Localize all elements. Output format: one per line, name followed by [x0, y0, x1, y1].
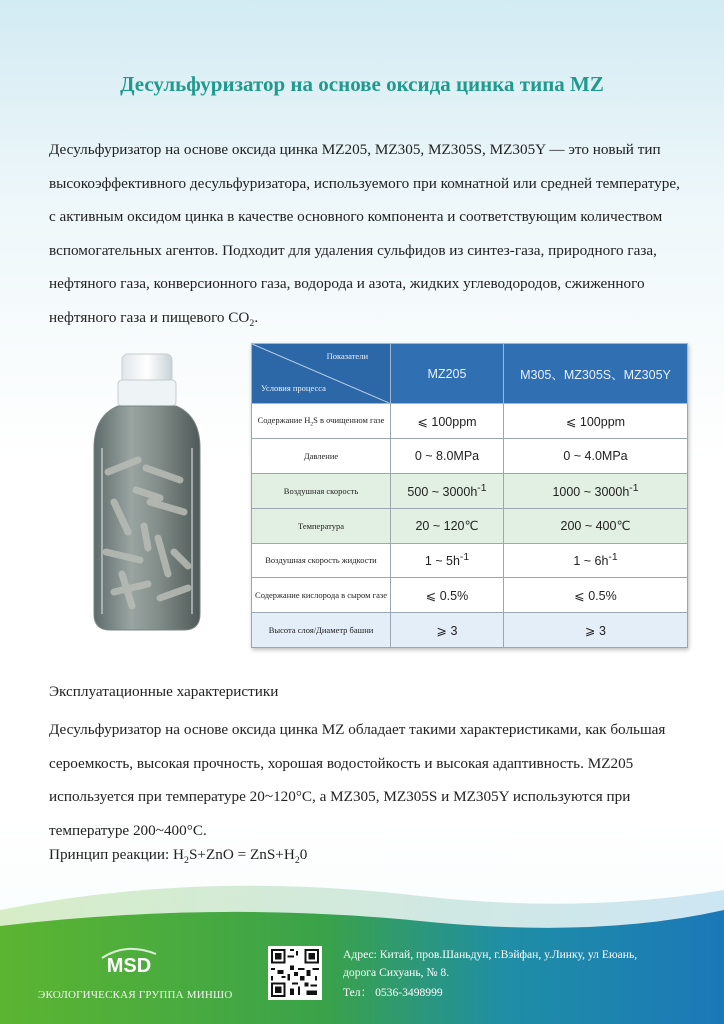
footer — [0, 870, 724, 1024]
row-value: ⩽ 100ppm — [504, 404, 688, 439]
header-diagonal-cell — [252, 344, 391, 404]
msd-logo — [96, 944, 162, 978]
row-label: Температура — [252, 508, 391, 543]
header-mz305: M305、MZ305S、MZ305Y — [504, 344, 688, 404]
telephone: Тел： 0536-3498999 — [343, 986, 443, 999]
table-row — [252, 404, 688, 439]
spec-table — [251, 343, 688, 648]
qr-code[interactable] — [268, 946, 322, 1000]
reaction-principle: Принцип реакции: $H_2S+ZnO = ZnS+H_20$ — [49, 846, 308, 867]
row-value: 1 ~ $6h^{-1}$ — [504, 543, 688, 578]
header-indicators-label: Показатели — [326, 351, 368, 361]
row-label: Воздушная скорость — [252, 473, 391, 508]
row-value: ⩽ 0.5% — [504, 578, 688, 613]
table-row — [252, 473, 688, 508]
row-value: 1000 ~ $3000h^{-1}$ — [504, 473, 688, 508]
table-row — [252, 439, 688, 474]
operating-characteristics-text: Десульфуризатор на основе оксида цинка MZ обладает такими характеристиками, как большая сероемкость, высокая прочность, хорошая водостойкость и высокая адаптивность. MZ205 используется при температуре 20~120°C, а MZ305, MZ305S и MZ305Y используются при температуре 200~400°C. — [49, 721, 666, 839]
row-label: Воздушная скорость жидкости — [252, 543, 391, 578]
table-row — [252, 578, 688, 613]
intro-paragraph: Десульфуризатор на основе оксида цинка MZ205, MZ305, MZ305S, MZ305Y — это новый тип высокоэффективного десульфуризатора, используемого при комнатной или средней температуре, с активным оксидом цинка в качестве основного компонента и соответствующим количеством вспомогательных агентов. Подходит для удаления сульфидов из синтез-газа, природного газа, нефтяного газа, конверсионного газа, водорода и азота, жидких углеводородов, сжиженного нефтяного газа и пищевого $CO_2$. — [49, 141, 680, 329]
row-value: ⩽ 100ppm — [391, 404, 504, 439]
row-value: 20 ~ 120℃ — [391, 508, 504, 543]
row-value: ⩽ 0.5% — [391, 578, 504, 613]
page-title: Десульфуризатор на основе оксида цинка типа MZ — [120, 72, 604, 96]
table-row — [252, 543, 688, 578]
row-value: 1 ~ $5h^{-1}$ — [391, 543, 504, 578]
row-label: Давление — [252, 439, 391, 474]
address-line-1: Адрес: Китай, пров.Шаньдун, г.Вэйфан, у.Линку, ул Еюань, — [343, 948, 638, 961]
row-value: 0 ~ 8.0MPa — [391, 439, 504, 474]
address-line-2: дорога Сихуань, № 8. — [343, 966, 450, 979]
row-value: 0 ~ 4.0MPa — [504, 439, 688, 474]
header-mz205: MZ205 — [391, 344, 504, 404]
product-bottle-image — [88, 352, 206, 634]
row-value: ⩾ 3 — [504, 613, 688, 648]
row-label: Содержание кислорода в сыром газе — [252, 578, 391, 613]
logo-text: MSD — [106, 955, 152, 977]
contact-info — [343, 946, 713, 1002]
row-label: Высота слоя/Диаметр башни — [252, 613, 391, 648]
row-value: 500 ~ $3000h^{-1}$ — [391, 473, 504, 508]
table-row — [252, 508, 688, 543]
row-value: ⩾ 3 — [391, 613, 504, 648]
operating-characteristics-title: Эксплуатационные характеристики — [49, 683, 279, 700]
row-label: Содержание $H_2S$ в очищенном газе — [252, 404, 391, 439]
table-row — [252, 613, 688, 648]
company-name: ЭКОЛОГИЧЕСКАЯ ГРУППА МИНШО — [38, 989, 233, 1001]
header-conditions-label: Условия процесса — [261, 383, 326, 394]
row-value: 200 ~ 400℃ — [504, 508, 688, 543]
